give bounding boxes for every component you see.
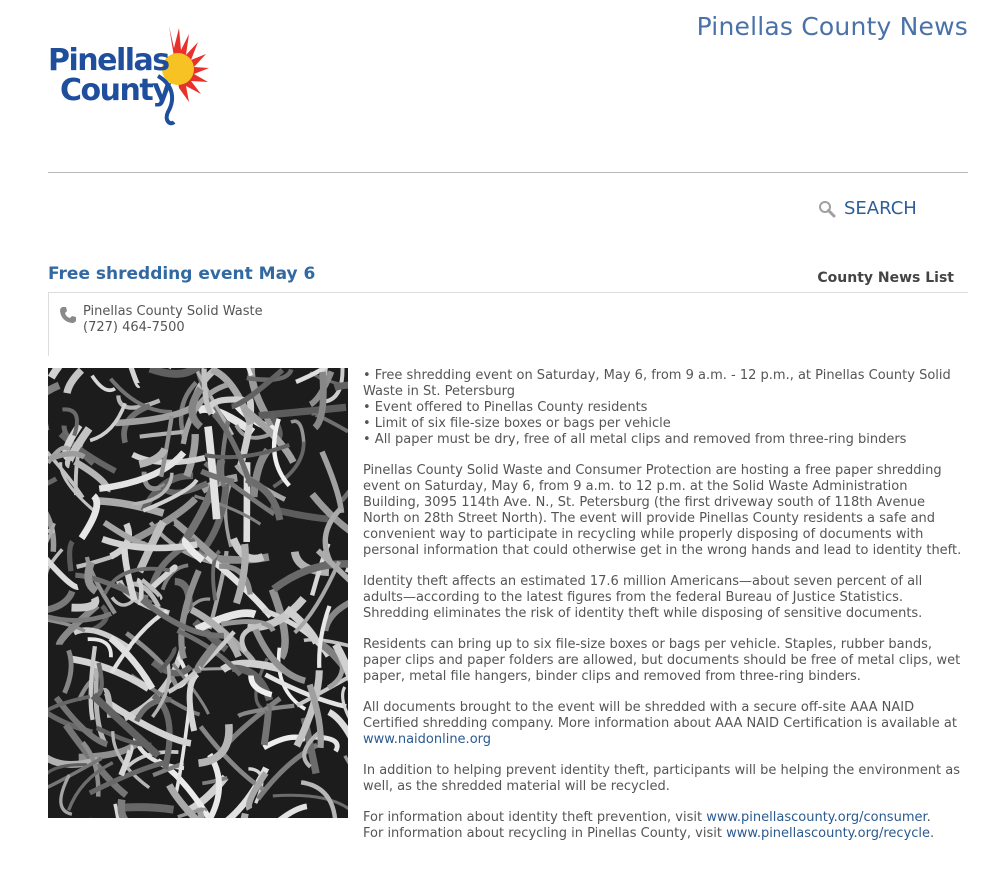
logo-text-county: County — [60, 73, 171, 108]
paragraph-identity-theft: Identity theft affects an estimated 17.6 million Americans—about seven percent of all adults—according to the latest figures from the federal Bureau of Justice Statistics. Shredding eliminates the risk of identity theft while disposing of sensitive documents. — [363, 574, 923, 621]
search-label: SEARCH — [844, 198, 917, 219]
event-highlights — [363, 368, 963, 448]
site-title[interactable]: Pinellas County News — [696, 12, 968, 41]
header-divider — [48, 172, 968, 173]
paragraph-naid — [363, 700, 963, 748]
search-icon — [818, 200, 836, 218]
list-item: • Event offered to Pinellas County residents — [363, 400, 648, 415]
period: . — [930, 826, 935, 841]
recycle-info-text: For information about recycling in Pinellas County, visit — [363, 826, 727, 841]
naid-text: All documents brought to the event will be shredded with a secure off-site AAA NAID Certified shredding company. More information about AAA NAID Certification is available at — [363, 700, 957, 731]
list-item: • Free shredding event on Saturday, May 6, from 9 a.m. - 12 p.m., at Pinellas County Solid Waste in St. Petersburg — [363, 368, 951, 399]
paragraph-environment: In addition to helping prevent identity theft, participants will be helping the environment as well, as the shredded material will be recycled. — [363, 763, 961, 794]
logo-text-pinellas: Pinellas — [48, 43, 169, 78]
paragraph-guidelines: Residents can bring up to six file-size boxes or bags per vehicle. Staples, rubber bands, paper clips and paper folders are allowed, but documents should be free of metal clips, wet paper, metal file hangers, binder clips and removed from three-ring binders. — [363, 637, 961, 684]
naid-link[interactable]: www.naidonline.org — [363, 732, 492, 747]
logo-graphic — [46, 24, 216, 128]
paper-strip — [70, 542, 73, 572]
paper-strip — [264, 707, 268, 745]
list-item: • Limit of six file-size boxes or bags per vehicle — [363, 416, 671, 431]
recycle-link[interactable]: www.pinellascounty.org/recycle — [726, 826, 931, 841]
paragraph-event-details: Pinellas County Solid Waste and Consumer Protection are hosting a free paper shredding event on Saturday, May 6, from 9 a.m. to 12 p.m. at the Solid Waste Administration Building, 3095 114th Ave. N., St. Petersburg (the first driveway south of 118th Avenue North on 28th Street North). The event will provide Pinellas County residents a safe and convenient way to participate in recycling while properly disposing of documents with personal information that could otherwise get in the wrong hands and lead to identity theft. — [363, 463, 962, 558]
list-item: • All paper must be dry, free of all metal clips and removed from three-ring binders — [363, 432, 907, 447]
pinellas-county-logo[interactable] — [46, 24, 216, 128]
article-body — [363, 368, 963, 857]
consumer-info-text: For information about identity theft prevention, visit — [363, 810, 707, 825]
contact-box — [48, 292, 968, 356]
consumer-link[interactable]: www.pinellascounty.org/consumer — [706, 810, 927, 825]
shredded-paper-image — [48, 368, 348, 818]
article-title: Free shredding event May 6 — [48, 264, 316, 284]
contact-name: Pinellas County Solid Waste — [83, 304, 263, 319]
shredded-paper-photo — [48, 368, 348, 818]
paper-strip — [123, 807, 173, 810]
period: . — [926, 810, 931, 825]
paragraph-more-info — [363, 810, 963, 842]
contact-phone[interactable]: (727) 464-7500 — [83, 320, 185, 335]
phone-icon — [59, 306, 77, 324]
county-news-list-link[interactable]: County News List — [817, 270, 954, 286]
search-button[interactable] — [818, 198, 917, 219]
